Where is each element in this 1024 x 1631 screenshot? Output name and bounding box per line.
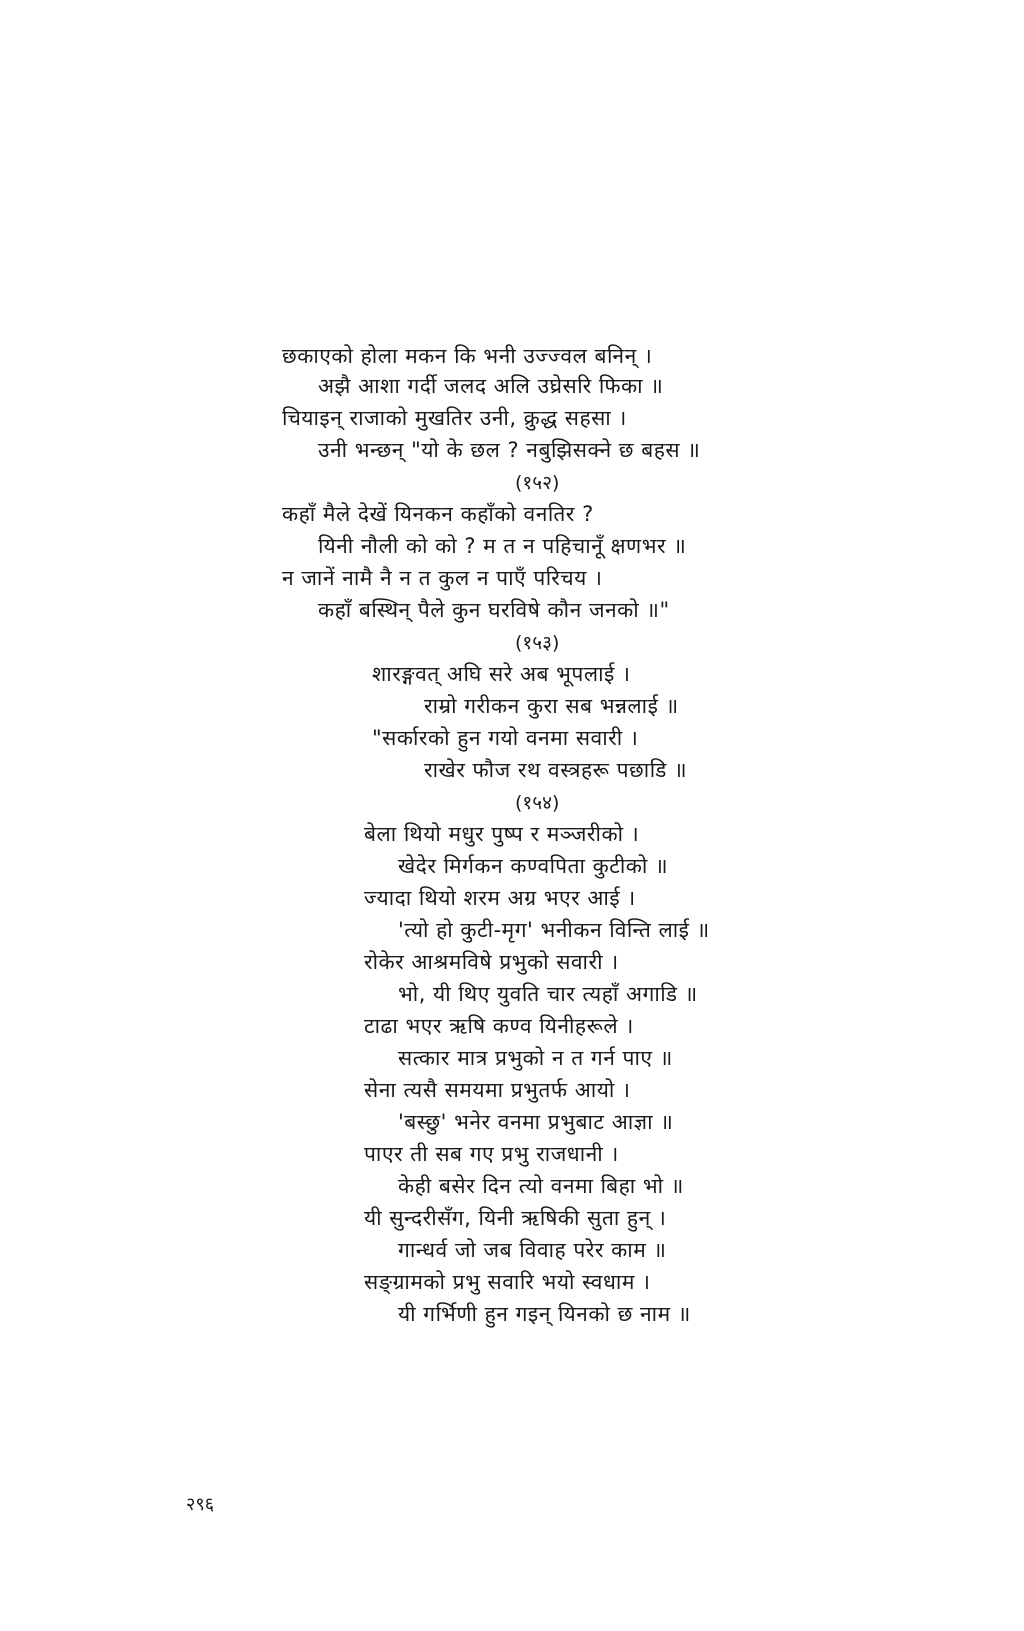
verse-line: छकाएको होला मकन कि भनी उज्ज्वल बनिन् ।	[282, 344, 653, 368]
verse-line: खेदेर मिर्गकन कण्वपिता कुटीको ॥	[398, 854, 669, 878]
verse-line: यी सुन्दरीसँग, यिनी ऋषिकी सुता हुन् ।	[364, 1206, 667, 1230]
verse-line: टाढा भएर ऋषि कण्व यिनीहरूले ।	[364, 1014, 634, 1038]
verse-line: 'बस्छु' भनेर वनमा प्रभुबाट आज्ञा ॥	[398, 1110, 674, 1134]
verse-line: सङ्ग्रामको प्रभु सवारि भयो स्वधाम ।	[364, 1270, 651, 1294]
verse-line: अझै आशा गर्दी जलद अलि उघ्रेसरि फिका ॥	[318, 374, 664, 398]
verse-line: न जानें नामै नै न त कुल न पाएँ परिचय ।	[282, 566, 603, 590]
verse-line: पाएर ती सब गए प्रभु राजधानी ।	[364, 1142, 619, 1166]
verse-line: ज्यादा थियो शरम अग्र भएर आई ।	[364, 886, 636, 910]
verse-line: सत्कार मात्र प्रभुको न त गर्न पाए ॥	[398, 1046, 673, 1070]
verse-line: कहाँ मैले देखें यिनकन कहाँको वनतिर ?	[282, 502, 594, 526]
verse-line: "सर्कारको हुन गयो वनमा सवारी ।	[372, 726, 639, 750]
verse-line: उनी भन्छन् "यो के छल ? नबुझिसक्ने छ बहस ॥	[318, 438, 701, 462]
verse-line: केही बसेर दिन त्यो वनमा बिहा भो ॥	[398, 1174, 684, 1198]
verse-line: सेना त्यसै समयमा प्रभुतर्फ आयो ।	[364, 1078, 631, 1102]
verse-line: बेला थियो मधुर पुष्प र मञ्जरीको ।	[364, 822, 640, 846]
verse-line: कहाँ बस्थिन् पैले कुन घरविषे कौन जनको ॥"	[318, 598, 670, 622]
verse-line: राम्रो गरीकन कुरा सब भन्नलाई ॥	[424, 694, 679, 718]
page-number: २९६	[186, 1494, 215, 1515]
verse-line: राखेर फौज रथ वस्त्रहरू पछाडि ॥	[424, 758, 688, 782]
verse-line: गान्धर्व जो जब विवाह परेर काम ॥	[398, 1238, 667, 1262]
verse-line: यिनी नौली को को ? म त न पहिचानूँ क्षणभर ॥	[318, 534, 687, 558]
verse-line: भो, यी थिए युवति चार त्यहाँ अगाडि ॥	[398, 982, 698, 1006]
verse-line: यी गर्भिणी हुन गइन् यिनको छ नाम ॥	[398, 1302, 691, 1326]
verse-line: 'त्यो हो कुटी-मृग' भनीकन विन्ति लाई ॥	[398, 918, 710, 942]
verse-line: शारङ्गवत् अघि सरे अब भूपलाई ।	[372, 662, 631, 686]
stanza-number: (१५४)	[515, 792, 560, 814]
verse-line: चियाइन् राजाको मुखतिर उनी, क्रुद्ध सहसा ।	[282, 406, 627, 430]
verse-line: रोकेर आश्रमविषे प्रभुको सवारी ।	[364, 950, 619, 974]
stanza-number: (१५२)	[515, 472, 560, 494]
stanza-number: (१५३)	[515, 632, 560, 654]
